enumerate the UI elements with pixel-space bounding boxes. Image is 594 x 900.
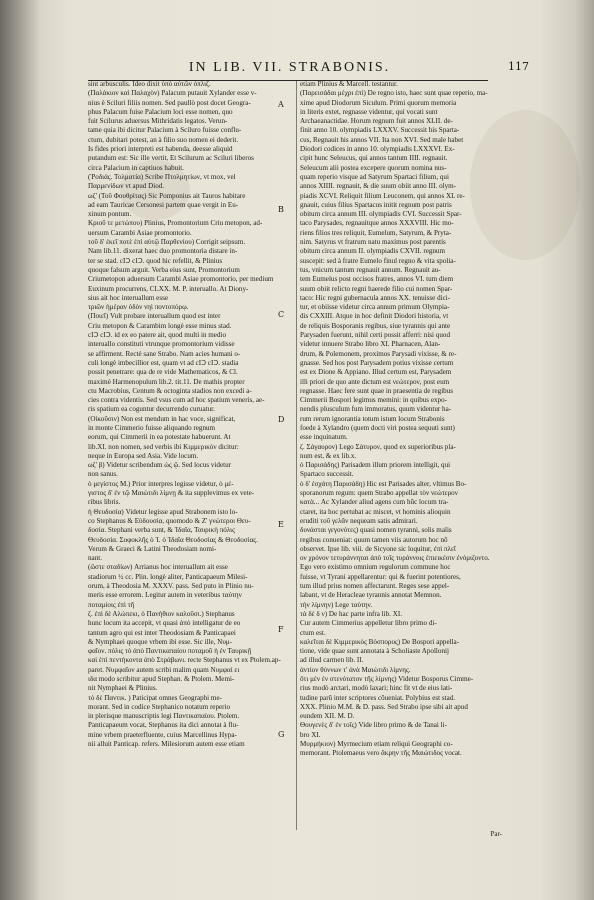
text-line: δοσία. Stephani verba sunt, & Ἰδαῖα, Ταυρικὴ πόλις: [88, 526, 235, 535]
text-line: paret. Νυμφαῖον autem scribi malim quam Νυμφαί ει: [88, 665, 240, 674]
text-line: Ego vero existimo omnium regulorum commune hoc: [300, 563, 451, 572]
text-line: rum rerum ignorantia totum istum locum Strabonis: [300, 414, 445, 423]
text-line: est ex Dione & Appiano. Illud certum est, Parysadem: [300, 368, 452, 377]
text-line: φαῖον. πόλις τὸ ἀπὸ Παντικαπαίου ποταμοῦ ἡ ἐν Ταυρικῇ: [88, 647, 252, 656]
text-line: Euxinum procurrens, CLXX. M. P. interuallo. At Diony-: [88, 284, 249, 293]
running-title: IN LIB. VII. STRABONIS.: [188, 60, 391, 75]
text-line: ris spatium ea coguntur decurrendo curuatur.: [88, 405, 215, 414]
text-line: Is fides priori interpreti est habenda, deesse aliquid: [88, 145, 233, 154]
text-line: co Stephanus & Εὐδουσία, quomodo & Ζ' γνώτεροι Θευ-: [88, 516, 251, 525]
text-line: dis CXXIII. Atque in hoc definit Diodori historia, vt: [300, 312, 449, 321]
text-line: non sanus.: [88, 470, 118, 479]
text-line: ωζ' β) Videtur scribendum ὡς ᾤ. Sed locus videtur: [88, 461, 232, 470]
text-line: lib.XI. non nomen, sed verbis ibi Κιμμερικὸν dicitur:: [88, 442, 239, 451]
text-line: Cimmerii Bospori legimus memini: in quibus expo-: [300, 396, 447, 405]
text-line: suscepit: sed à fratre Eumelo finul regno & vita spolia-: [300, 256, 456, 265]
margin-letter: C: [278, 310, 285, 319]
text-line: in literis extet, regnasse videntur, qui vocati sunt: [300, 107, 438, 116]
text-line: sporanorum regum: quem Strabo appellat τὸν νεώτερον: [300, 489, 458, 498]
text-line: ἡ Θευδοσία) Videtur legisse apud Strabonem isto lo-: [88, 507, 238, 516]
text-line: Seleucum alii postea excepere quorum nomina nus-: [300, 163, 447, 172]
right-text-column: [300, 80, 500, 759]
text-line: ter se stad. cIↃ cIↃ. quod hic refellit, & Plinius: [88, 256, 223, 265]
text-line: Parysaden fuerunt, nihil certi possit afferri: nisi quod: [300, 331, 450, 340]
text-line: Criumetopon aduersum Carambi Asiae promontorio, per medium: [88, 275, 274, 284]
text-line: cus, Regnauit his annos VII. Ita non XVI. Sed male habet: [300, 135, 464, 144]
text-line: Cur autem Cimmerius appelletur libro primo di-: [300, 619, 437, 628]
text-line: nii alluit Panticap. refers. Milesiorum autem esse etiam: [88, 740, 245, 749]
text-line: tione, vide quae sunt annotata à Scholiaste Apollonij: [300, 647, 449, 656]
text-line: ωζ' (Τοῦ Φουθρίτας) Sic Pomponius ait Tauros habitare: [88, 191, 246, 200]
text-line: τὸ δὲ Παντικ. ) Paticipat omnes Geographi me-: [88, 693, 222, 702]
margin-letter: F: [278, 625, 284, 634]
text-line: taco Parysades, regnauitque annos XXXVIII. Hic mo-: [300, 219, 454, 228]
text-line: ζ. Σάγαυρον) Lego Σάτυρον, quod ex superioribus pla-: [300, 442, 456, 451]
text-line: nendis plusculum fum immoratus, quum videntur ha-: [300, 405, 452, 414]
text-line: circa Palacium in captiuos habuit.: [88, 163, 184, 172]
text-line: nit Nymphaei & Plinius.: [88, 684, 158, 693]
text-line: obitum circa annum III. olympiadis CVI. Successit Spar-: [300, 210, 462, 219]
text-line: Verum & Graeci & Latini Theodosiam nomi-: [88, 544, 217, 553]
text-line: xinum pontum.: [88, 210, 132, 219]
text-line: tem Eumelus post occisos fratres, annos VI. tum diem: [300, 275, 454, 284]
margin-letter: A: [278, 100, 284, 109]
text-line: esse inquinatum.: [300, 433, 348, 442]
text-line: ctum, dubitari potest, an à filio suo nomen ei dederit.: [88, 135, 239, 144]
text-line: Archaeanactidae. Horum regnum fuit annos XLII. de-: [300, 117, 453, 126]
left-text-column: [88, 80, 288, 749]
text-line: possit penetrare: qua de re vide Mathematicos, & Cl.: [88, 368, 238, 377]
margin-letter: E: [278, 520, 284, 529]
text-line: & Nymphaei quoque vrbem ibi esse. Sic ille, Νυμ-: [88, 637, 233, 646]
text-line: Criu metopon & Carambim longè esse minus stad.: [88, 321, 232, 330]
text-line: τὴν λίμνην) Lege ταύτην.: [300, 600, 373, 609]
text-line: κατὰ... Ac Xylander aliud agens cum hūc locum tra-: [300, 498, 449, 507]
text-line: ζ. ἐπὶ δὲ Αλώπεκι, ὁ Πανήθιον καλοῦσι.) Stephanus: [88, 609, 235, 618]
text-line: (Παλάκιον καὶ Παλαχὸν) Palacum putauit Xylander esse v-: [88, 89, 257, 98]
margin-letter: B: [278, 205, 284, 214]
margin-letter: G: [278, 730, 285, 739]
text-line: ἀντίον θύννων τ' ἀνὰ Μαιώτιδι λίμνης.: [300, 665, 411, 674]
text-line: quam reperio visque ad Satyrum Spartaci filium, qui: [300, 172, 449, 181]
text-line: drum, & Polemonem, proximos Parysadi vixisse, & re-: [300, 349, 457, 358]
text-line: Παρμενίδων vt apud Diod.: [88, 182, 165, 191]
text-line: cIↃ cIↃ. id ex eo patere ait, quod multi in medio: [88, 331, 227, 340]
text-line: καλεῖται δὲ Κιμμερικὸς Βόσπορος) De Bospori appella-: [300, 637, 460, 646]
text-line: τὰ δὲ δ ν) De hac parte infra lib. XI.: [300, 609, 402, 618]
margin-letter: D: [278, 415, 285, 424]
text-line: interuallo constituti vtrunque promontorium vidisse: [88, 340, 235, 349]
text-line: labant, vt de Heracleae tyrannis annotat Memnon.: [300, 591, 442, 600]
catchword: Par-: [490, 830, 502, 838]
text-line: ὁ Παρισάδης) Parisadem illum priorem intelligit, qui: [300, 461, 451, 470]
column-separator: [296, 80, 297, 830]
text-line: ad eam Tauricae Cersonesi partem quae vergit in Eu-: [88, 200, 239, 209]
text-line: Μυρμήκιον) Myrmecium etiam reliqui Geographi co-: [300, 740, 453, 749]
text-line: cipit hunc Seleucus, qui annos tantum IIII. regnauit.: [300, 154, 448, 163]
text-line: ιδα modo scribitur apud Stephan. & Ptolem. Memi-: [88, 675, 235, 683]
text-line: piadis XCVI. Reliquit filium Leuconem, qui annos XL re-: [300, 191, 465, 200]
text-line: tame quia ibi dicitur Palacium à Sciluro fuisse conflu-: [88, 126, 242, 135]
text-line: morant. Sed in codice Stephanico notatum reperio: [88, 702, 231, 711]
page-number: 117: [508, 60, 529, 73]
text-line: Spartaco successit.: [300, 470, 354, 479]
text-line: memorant. Ptolemaeus vero ἄκρην τῆς Μαιώτιδος vocat.: [300, 749, 462, 758]
text-line: in monte Cimmerio fuisse aliquando regnum: [88, 423, 216, 432]
text-line: (Ποιεῖ) Vult probare interuallum quod est inter: [88, 312, 221, 321]
text-line: tur, et obiisse videtur circa annum primum Olympia-: [300, 303, 450, 312]
text-line: ctu Macrobius, Centum & octoginta stadios non excedi a-: [88, 386, 252, 395]
text-line: culi longè imbecillior est, quam vt ad cIↃ cIↃ. stadia: [88, 358, 239, 367]
text-line: taco: Hic regni gubernacula annos XX. tenuisse dici-: [300, 293, 451, 302]
text-line: num est, & ex lib.x.: [300, 451, 357, 460]
text-line: foede à Xylandro (quem docti viri postea sequuti sunt): [300, 423, 455, 432]
text-line: sint arbusculis. Ideo dixit ὑπὸ αὐτῶν ὁπλιζ.: [88, 80, 211, 88]
text-line: γιστος δ' ἐν τῷ Μαιώτιδι λίμνῃ & ita supplevimus ex vete-: [88, 489, 255, 498]
text-line: uersum Carambi Asiae promontorio.: [88, 228, 192, 237]
text-line: regnasse. Haec fere sunt quae in praesentia de regibus: [300, 386, 454, 395]
text-line: ctaret, ita hoc pertubat ac miscet, vt hominis alioquin: [300, 507, 451, 516]
text-line: phus Palacum fuise Palacium loci esse nomen, quo: [88, 107, 233, 116]
text-line: tudine parū inter scriptores cōueniat. Polybius est stad.: [300, 693, 456, 702]
text-line: maximè Harmenopulum lib.2. tit.11. De mathis propter: [88, 377, 245, 386]
text-line: XXX. Plinio M.M. & D. pass. Sed Strabo ipse sibi ait apud: [300, 702, 468, 711]
text-line: hunc locum ita accepit, vt quasi ἀπὸ intelligatur de eo: [88, 619, 241, 628]
text-line: fuit Scilurus aduersus Mithridatis legatos. Verun-: [88, 117, 228, 126]
text-line: obitum circa annum II. olympiadis CXVII. regnum: [300, 247, 445, 256]
text-line: nim. Satyrus vt fratrum natu maximus post parentis: [300, 238, 446, 247]
text-line: fuisse, vt Tyrani appellarentur: qui & fuerint potentiores,: [300, 572, 461, 581]
text-line: riens filios tres reliquit, Eumelum, Satyrum, & Pryta-: [300, 228, 452, 237]
text-line: ὅτι μὲν ἐν στενότατον τῆς λίμνης) Videtur Bosporus Cimme-: [300, 675, 474, 683]
text-line: ctum est.: [300, 628, 326, 637]
text-line: ad illud carmen lib. II.: [300, 656, 364, 665]
text-line: in plerisque manuscriptis legi Παντικαπαίου. Ptolem.: [88, 712, 240, 721]
text-line: se affirment. Rectè sane Strabo. Nam acies humani o-: [88, 349, 241, 358]
text-line: bro XI.: [300, 730, 321, 739]
text-line: etiam Plinius & Marcell. testantur.: [300, 80, 398, 88]
text-line: suum obiit relicto regni haerede filio cui nomen Spar-: [300, 284, 453, 293]
text-line: δυνάσται γεγονότες) quasi nomen tyranni, solis malis: [300, 526, 452, 535]
text-line: καὶ ἐπὶ πεντήκοντα ἀπὸ Στράβωνι. recte Stephanus vt ex Ptolem.ap-: [88, 656, 281, 665]
text-line: xime apud Diodorum Siculum. Primi quorum memoria: [300, 98, 457, 107]
text-line: orum, à Theodosia M. XXXV. pass. Sed puto in Plinio nu-: [88, 582, 254, 591]
text-line: (Ῥοδιάς. Τολματία) Scribe Πτολμητίων, vt mox, vel: [88, 172, 236, 181]
text-line: (Οἰκοῦσιν) Non est mendum in hac voce, significat,: [88, 414, 236, 423]
text-line: gnasse. Sed hos post Parysadem potius vixisse certum: [300, 358, 454, 367]
text-line: ον χρόνον τετυράννηται ἀπὸ τοῖς τυράννοις ἐπιεικέσιν ἐνόμιζοντο.: [300, 554, 490, 563]
text-line: rius modò arctari, modò laxari; hinc fit vt de eius lati-: [300, 684, 453, 693]
text-line: neque in Europa sed Asia. Vide locum.: [88, 451, 199, 460]
text-line: ὁ δ' ἐσχάτη Παρισάδη) Hic est Parisades alter, vltimus Bo-: [300, 479, 467, 488]
text-line: regibus conueniat: quum tamen viis autorum hoc nō: [300, 535, 448, 544]
text-line: ribus libris.: [88, 498, 121, 507]
text-line: sius ait hoc interuallum esse: [88, 293, 168, 302]
text-line: eundem XII. M. D.: [300, 712, 355, 721]
text-line: eruditi τοῦ γελᾶν nequeam satis admirari.: [300, 516, 418, 525]
text-line: illi priori de quo ante dictum est νεώτερον, post eum: [300, 377, 450, 386]
text-line: videtur innuere Strabo libro XI. Pharnacen, Alan-: [300, 340, 441, 349]
text-line: tus, vnicum tantum regnauit annum. Regnauit au-: [300, 265, 441, 274]
text-line: τριῶν ἡμέραν ὁδὸν νηὶ ποντοπόρῳ.: [88, 303, 189, 312]
text-line: ποταμίοις ἐπὶ τῆ: [88, 600, 135, 609]
text-line: nant.: [88, 554, 102, 563]
text-line: gnauit, cuius filius Spartacus initit regnum post patris: [300, 200, 452, 209]
text-line: ὁ μεγίστος Μ.) Prior interpres legisse videtur, ὁ μέ-: [88, 479, 234, 488]
text-line: cies contra videntis. Sed vsus cum ad hoc spatium veneris, ae-: [88, 396, 265, 405]
text-line: observet. Ipse lib. viii. de Sicyone sic loquitur, ἐπὶ πλεῖ: [300, 544, 456, 553]
text-line: Diodori codices in anno 10. olympiadis LXXXVI. Ex-: [300, 145, 455, 154]
text-line: Nam lib.11. dixerat haec duo promontoria distare in-: [88, 247, 238, 256]
text-line: putandum est: Sic ille vertit, Et Scilurum ac Sciluri liberos: [88, 154, 254, 163]
text-line: Panticapaeum vocat, Stephanus ita dici annotat à flu-: [88, 721, 239, 730]
page-header: [92, 60, 529, 78]
text-line: (ὥστε σταδίων) Arrianus hoc interuallum ait esse: [88, 563, 228, 572]
text-line: meris esse errorem. Legitur autem in veteribus ταύτην: [88, 591, 242, 600]
text-line: de reliquis Bosporanis regibus, siue tyrannis qui ante: [300, 321, 451, 330]
text-line: finit anno 10. olympiadis LXXXV. Successit his Sparta-: [300, 126, 460, 135]
text-line: Κριοῦ τε μετώπου) Plinius, Promontorium Criu metopon, ad-: [88, 219, 263, 228]
text-line: tantum agro qui est inter Theodosiam & Panticapaei: [88, 628, 236, 637]
text-line: annos XIIII. regnauit, & die suum obiit anno III. olym-: [300, 182, 457, 191]
text-line: Θουγενὲς δ' ἐν τοῖς) Vide libro primo & de Tanai li-: [300, 721, 447, 730]
text-line: (Παρεισάδαι μέχρι ἐπὶ) De regno isto, haec sunt quae reperio, ma-: [300, 89, 488, 98]
text-line: eorum, qui Cimmerii in ea potestate habuerunt. At: [88, 433, 231, 442]
text-line: quoque falsum arguit. Verba eius sunt, Promontorium: [88, 265, 240, 274]
text-line: stadiorum ½ cc. Plin. longè aliter, Panticapaeum Milesi-: [88, 572, 248, 581]
text-line: tum illud prius nomen affectarunt. Reges sese appel-: [300, 582, 450, 591]
text-line: Θευδοσία. Σοφοκλῆς ὁ Ἰ. ὁ Ἰδαῖα Θεοδοσίας & Θεοδοσίας.: [88, 535, 258, 544]
text-line: nius è Sciluri filiis nomen. Sed paullò post docet Geogra-: [88, 98, 251, 107]
text-line: mine vrbem praeterfluente, cuius Marcellinus Hypa-: [88, 730, 237, 739]
text-line: τοῦ δ' ἐκεῖ ποτὲ ἐπὶ αὐτῷ Παρθενίου) Corrigit seipsum.: [88, 238, 246, 247]
